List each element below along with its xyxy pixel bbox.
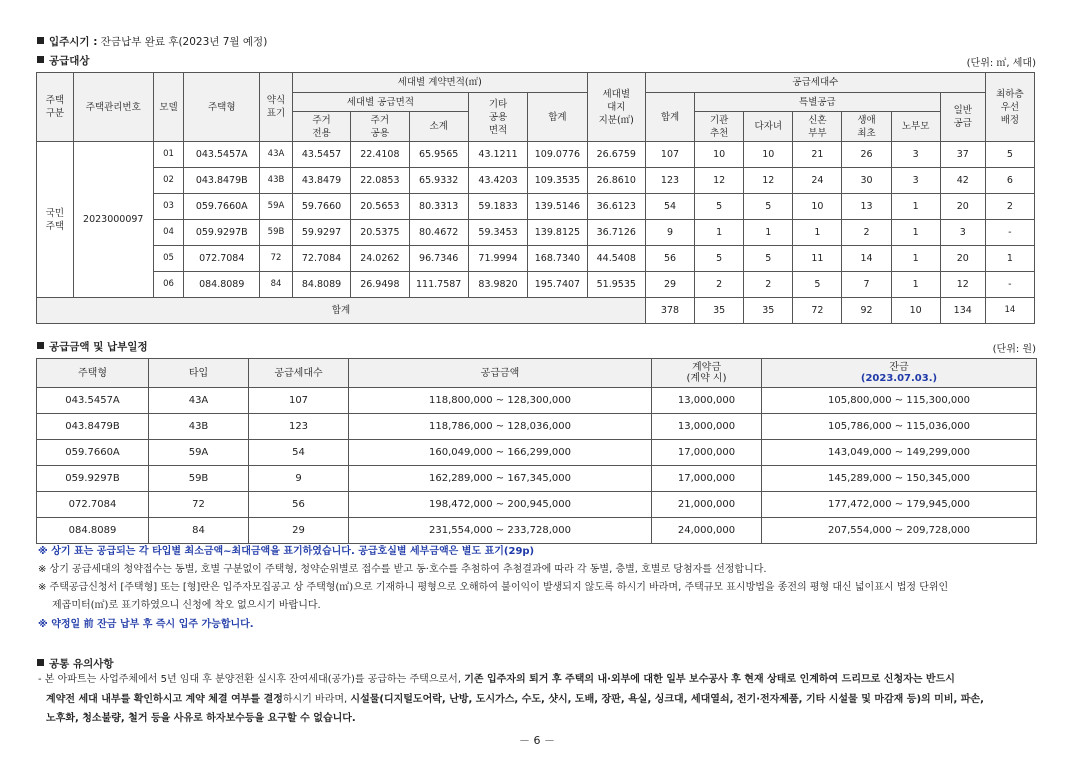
h-land: 세대별 대지 지분(㎡) <box>587 73 645 142</box>
total-label: 합계 <box>37 298 646 324</box>
h-lowest: 최하층 우선 배정 <box>985 73 1034 142</box>
cell-newly: 1 <box>793 220 842 246</box>
manage-no: 2023000097 <box>73 142 153 298</box>
cell-land: 51.9535 <box>587 272 645 298</box>
h-institution: 기관 추천 <box>695 112 744 142</box>
section-title-supply-target: 공급대상 <box>37 53 90 68</box>
cell-first: 7 <box>842 272 891 298</box>
cell-sum: 139.5146 <box>528 194 587 220</box>
price-cell-price: 198,472,000 ~ 200,945,000 <box>349 492 652 518</box>
common-notice-paragraph: - 본 아파트는 사업주체에서 5년 임대 후 분양전환 실시후 잔여세대(공가)를 공급하는 주택으로서, 기존 입주자의 퇴거 후 주택의 내·외부에 대한 일부 보수공사 후 현재 상태로 인계하여 드리므로 신청자는 반드시 계약전 세대 내부를 확인하시고 계약 체결 여부를 결정하시기 바라며, 시설물(디지털도어락, 난방, 도시가스, 수도, 샷시, 도배, 장판, 욕실, 싱크대, 세대열쇠, 전기·전자제품, 기타 시설물 및 마감재 등)의 미비, 파손, 노후화, 청소불량, 철거 등을 사유로 하자보수등을 요구할 수 없습니다. <box>38 674 984 724</box>
table-row <box>37 246 1035 272</box>
unit-label-1: (단위: ㎡, 세대) <box>966 58 1036 69</box>
cell-oth: 43.4203 <box>468 168 527 194</box>
cell-first: 2 <box>842 220 891 246</box>
cell-first: 26 <box>842 142 891 168</box>
cell-gen: 12 <box>940 272 985 298</box>
cell-short: 72 <box>260 246 293 272</box>
price-cell-price: 162,289,000 ~ 167,345,000 <box>349 466 652 492</box>
cell-land: 36.6123 <box>587 194 645 220</box>
price-cell-count: 56 <box>249 492 349 518</box>
cell-elder: 1 <box>891 272 940 298</box>
cell-short: 59A <box>260 194 293 220</box>
cell-multi: 5 <box>744 194 793 220</box>
cell-land: 26.6759 <box>587 142 645 168</box>
price-cell-deposit: 21,000,000 <box>652 492 762 518</box>
cell-sum: 168.7340 <box>528 246 587 272</box>
table-row <box>37 466 1037 492</box>
price-table <box>36 358 1037 544</box>
price-cell-type: 059.7660A <box>37 440 149 466</box>
cell-elder: 1 <box>891 194 940 220</box>
h-area-group: 세대별 계약면적(㎡) <box>292 73 587 93</box>
price-cell-type: 072.7084 <box>37 492 149 518</box>
cell-newly: 11 <box>793 246 842 272</box>
cell-multi: 12 <box>744 168 793 194</box>
unit-label-2: (단위: 원) <box>992 344 1036 355</box>
price-cell-count: 54 <box>249 440 349 466</box>
h-exclusive: 주거 전용 <box>292 112 350 142</box>
price-cell-type: 059.9297B <box>37 466 149 492</box>
price-cell-tp: 43B <box>149 414 249 440</box>
table-row <box>37 194 1035 220</box>
h-house-type: 주택형 <box>184 73 260 142</box>
cell-first: 30 <box>842 168 891 194</box>
cell-model: 03 <box>153 194 184 220</box>
cell-multi: 2 <box>744 272 793 298</box>
cell-sub: 80.4672 <box>409 220 468 246</box>
price-cell-balance: 177,472,000 ~ 179,945,000 <box>762 492 1037 518</box>
price-cell-tp: 72 <box>149 492 249 518</box>
h-elderly-parent: 노부모 <box>891 112 940 142</box>
cell-low: - <box>985 220 1034 246</box>
bullet-square-icon <box>37 37 44 44</box>
cell-elder: 1 <box>891 220 940 246</box>
cell-com: 22.4108 <box>351 142 409 168</box>
section-title-common: 공통 유의사항 <box>37 656 114 671</box>
h-subtotal: 소계 <box>409 112 468 142</box>
cell-inst: 12 <box>695 168 744 194</box>
bullet-square-icon <box>37 342 44 349</box>
house-kind: 국민 주택 <box>37 142 74 298</box>
table-row <box>37 518 1037 544</box>
cell-elder: 1 <box>891 246 940 272</box>
price-cell-balance: 105,786,000 ~ 115,036,000 <box>762 414 1037 440</box>
price-cell-price: 160,049,000 ~ 166,299,000 <box>349 440 652 466</box>
cell-tot: 123 <box>645 168 694 194</box>
total-inst: 35 <box>695 298 744 324</box>
note-1: ※ 상기 표는 공급되는 각 타입별 최소금액~최대금액을 표기하였습니다. 공급호실별 세부금액은 별도 표기(29p) <box>38 546 535 557</box>
h2-price: 공급금액 <box>349 359 652 388</box>
total-gen: 134 <box>940 298 985 324</box>
price-cell-count: 107 <box>249 388 349 414</box>
total-elder: 10 <box>891 298 940 324</box>
cell-sub: 80.3313 <box>409 194 468 220</box>
cell-short: 43A <box>260 142 293 168</box>
cell-multi: 5 <box>744 246 793 272</box>
cell-com: 20.5653 <box>351 194 409 220</box>
cell-oth: 59.1833 <box>468 194 527 220</box>
cell-com: 20.5375 <box>351 220 409 246</box>
h-households: 공급세대수 <box>645 73 985 93</box>
cell-land: 44.5408 <box>587 246 645 272</box>
cell-newly: 21 <box>793 142 842 168</box>
h-other-common: 기타 공용 면적 <box>468 93 527 142</box>
cell-sub: 65.9565 <box>409 142 468 168</box>
price-cell-count: 9 <box>249 466 349 492</box>
price-cell-deposit: 17,000,000 <box>652 466 762 492</box>
cell-exc: 43.5457 <box>292 142 350 168</box>
note-3a: ※ 주택공급신청서 [주택형] 또는 [형]란은 입주자모집공고 상 주택형(㎡)으로 기재하니 평형으로 오해하여 불이익이 발생되지 않도록 하시기 바라며, 주택규모 표시방법을 종전의 평형 대신 넓이표시 법정 단위인 <box>38 582 949 593</box>
price-cell-type: 043.8479B <box>37 414 149 440</box>
price-cell-balance: 105,800,000 ~ 115,300,000 <box>762 388 1037 414</box>
h2-type: 타입 <box>149 359 249 388</box>
cell-type: 059.9297B <box>184 220 260 246</box>
cell-newly: 5 <box>793 272 842 298</box>
cell-gen: 20 <box>940 194 985 220</box>
price-cell-tp: 59A <box>149 440 249 466</box>
cell-sub: 96.7346 <box>409 246 468 272</box>
cell-inst: 1 <box>695 220 744 246</box>
note-3b: 제곱미터(㎡)로 표기하였으니 신청에 착오 없으시기 바랍니다. <box>52 600 321 611</box>
cell-exc: 59.9297 <box>292 220 350 246</box>
cell-exc: 72.7084 <box>292 246 350 272</box>
bullet-square-icon <box>37 659 44 666</box>
cell-elder: 3 <box>891 142 940 168</box>
cell-inst: 5 <box>695 194 744 220</box>
cell-first: 13 <box>842 194 891 220</box>
cell-elder: 3 <box>891 168 940 194</box>
h2-count: 공급세대수 <box>249 359 349 388</box>
cell-type: 043.5457A <box>184 142 260 168</box>
cell-model: 01 <box>153 142 184 168</box>
cell-low: 5 <box>985 142 1034 168</box>
cell-model: 02 <box>153 168 184 194</box>
table-row <box>37 220 1035 246</box>
h-area-sum: 합계 <box>528 93 587 142</box>
cell-low: - <box>985 272 1034 298</box>
cell-sum: 109.0776 <box>528 142 587 168</box>
cell-short: 84 <box>260 272 293 298</box>
cell-oth: 43.1211 <box>468 142 527 168</box>
cell-low: 1 <box>985 246 1034 272</box>
cell-land: 36.7126 <box>587 220 645 246</box>
total-low: 14 <box>985 298 1034 324</box>
cell-oth: 59.3453 <box>468 220 527 246</box>
cell-gen: 20 <box>940 246 985 272</box>
cell-sum: 195.7407 <box>528 272 587 298</box>
price-cell-price: 231,554,000 ~ 233,728,000 <box>349 518 652 544</box>
h2-balance: 잔금 (2023.07.03.) <box>762 359 1037 388</box>
cell-tot: 29 <box>645 272 694 298</box>
h-general: 일반 공급 <box>940 93 985 142</box>
cell-exc: 43.8479 <box>292 168 350 194</box>
cell-tot: 54 <box>645 194 694 220</box>
table-row <box>37 142 1035 168</box>
balance-date: (2023.07.03.) <box>860 373 938 384</box>
cell-tot: 9 <box>645 220 694 246</box>
total-tot: 378 <box>645 298 694 324</box>
cell-short: 43B <box>260 168 293 194</box>
h-manage-no: 주택관리번호 <box>73 73 153 142</box>
cell-tot: 107 <box>645 142 694 168</box>
price-cell-tp: 59B <box>149 466 249 492</box>
price-cell-balance: 143,049,000 ~ 149,299,000 <box>762 440 1037 466</box>
cell-short: 59B <box>260 220 293 246</box>
h-multi-child: 다자녀 <box>744 112 793 142</box>
cell-land: 26.8610 <box>587 168 645 194</box>
cell-oth: 83.9820 <box>468 272 527 298</box>
cell-low: 6 <box>985 168 1034 194</box>
cell-sub: 65.9332 <box>409 168 468 194</box>
cell-low: 2 <box>985 194 1034 220</box>
table-row <box>37 272 1035 298</box>
cell-type: 084.8089 <box>184 272 260 298</box>
table-row <box>37 440 1037 466</box>
cell-com: 26.9498 <box>351 272 409 298</box>
cell-newly: 24 <box>793 168 842 194</box>
h-special: 특별공급 <box>695 93 941 112</box>
page-number: － 6 － <box>519 734 555 747</box>
price-cell-deposit: 24,000,000 <box>652 518 762 544</box>
move-in-text: 잔금납부 완료 후(2023년 7월 예정) <box>100 36 268 48</box>
cell-multi: 10 <box>744 142 793 168</box>
table-row <box>37 492 1037 518</box>
supply-target-table <box>36 72 1035 324</box>
h-supply-area: 세대별 공급면적 <box>292 93 468 112</box>
move-in-label: 입주시기 : <box>49 36 98 48</box>
h-common: 주거 공용 <box>351 112 409 142</box>
h-newlywed: 신혼 부부 <box>793 112 842 142</box>
price-cell-type: 084.8089 <box>37 518 149 544</box>
cell-model: 05 <box>153 246 184 272</box>
price-cell-balance: 145,289,000 ~ 150,345,000 <box>762 466 1037 492</box>
h2-deposit: 계약금 (계약 시) <box>652 359 762 388</box>
price-cell-count: 123 <box>249 414 349 440</box>
price-cell-count: 29 <box>249 518 349 544</box>
table-row <box>37 168 1035 194</box>
price-cell-type: 043.5457A <box>37 388 149 414</box>
cell-type: 043.8479B <box>184 168 260 194</box>
price-cell-deposit: 13,000,000 <box>652 414 762 440</box>
cell-first: 14 <box>842 246 891 272</box>
table-row <box>37 388 1037 414</box>
h-households-total: 합계 <box>645 93 694 142</box>
move-in-period <box>37 34 267 49</box>
h2-house-type: 주택형 <box>37 359 149 388</box>
section-title-price: 공급금액 및 납부일정 <box>37 339 148 354</box>
total-row <box>37 298 1035 324</box>
cell-model: 06 <box>153 272 184 298</box>
total-multi: 35 <box>744 298 793 324</box>
cell-sub: 111.7587 <box>409 272 468 298</box>
cell-inst: 2 <box>695 272 744 298</box>
cell-newly: 10 <box>793 194 842 220</box>
cell-gen: 37 <box>940 142 985 168</box>
note-4: ※ 약정일 前 잔금 납부 후 즉시 입주 가능합니다. <box>38 619 254 630</box>
cell-type: 072.7084 <box>184 246 260 272</box>
price-cell-balance: 207,554,000 ~ 209,728,000 <box>762 518 1037 544</box>
total-newly: 72 <box>793 298 842 324</box>
h-model: 모델 <box>153 73 184 142</box>
cell-model: 04 <box>153 220 184 246</box>
h-short: 약식 표기 <box>260 73 293 142</box>
price-cell-deposit: 13,000,000 <box>652 388 762 414</box>
cell-type: 059.7660A <box>184 194 260 220</box>
h-first-time: 생애 최초 <box>842 112 891 142</box>
price-cell-deposit: 17,000,000 <box>652 440 762 466</box>
cell-com: 22.0853 <box>351 168 409 194</box>
cell-gen: 3 <box>940 220 985 246</box>
cell-inst: 5 <box>695 246 744 272</box>
cell-tot: 56 <box>645 246 694 272</box>
cell-oth: 71.9994 <box>468 246 527 272</box>
total-first: 92 <box>842 298 891 324</box>
cell-com: 24.0262 <box>351 246 409 272</box>
cell-gen: 42 <box>940 168 985 194</box>
price-cell-tp: 84 <box>149 518 249 544</box>
cell-exc: 59.7660 <box>292 194 350 220</box>
price-cell-price: 118,786,000 ~ 128,036,000 <box>349 414 652 440</box>
table-row <box>37 414 1037 440</box>
cell-sum: 109.3535 <box>528 168 587 194</box>
price-cell-price: 118,800,000 ~ 128,300,000 <box>349 388 652 414</box>
h-house-kind: 주택 구분 <box>37 73 74 142</box>
bullet-square-icon <box>37 56 44 63</box>
cell-multi: 1 <box>744 220 793 246</box>
note-2: ※ 상기 공급세대의 청약접수는 동별, 호별 구분없이 주택형, 청약순위별로 접수를 받고 동·호수를 추첨하여 추첨결과에 따라 각 동별, 층별, 호별로 당첨자를 선정합니다. <box>38 564 767 575</box>
cell-inst: 10 <box>695 142 744 168</box>
cell-exc: 84.8089 <box>292 272 350 298</box>
price-cell-tp: 43A <box>149 388 249 414</box>
cell-sum: 139.8125 <box>528 220 587 246</box>
